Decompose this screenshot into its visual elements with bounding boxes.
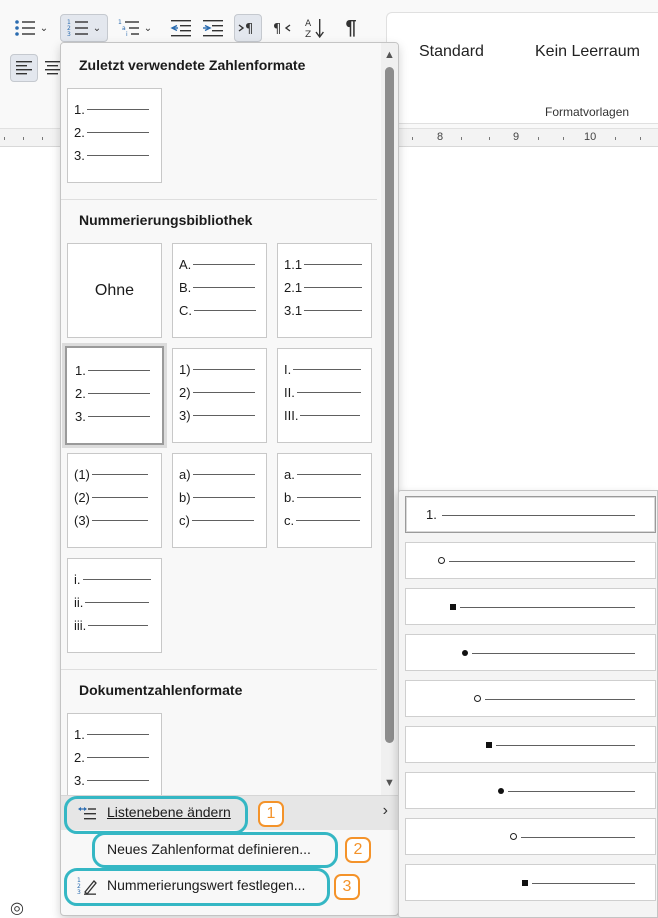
square-bullet-icon [486, 742, 492, 748]
svg-text:¶: ¶ [245, 22, 254, 37]
list-marker: 1. [75, 362, 86, 378]
library-format-tile[interactable] [172, 453, 267, 548]
list-marker: ii. [74, 594, 84, 610]
hollow-circle-bullet-icon [510, 833, 517, 840]
section-divider [61, 199, 377, 200]
align-left-icon [15, 60, 33, 76]
list-marker: 1) [179, 361, 191, 377]
list-marker: I. [284, 361, 292, 377]
list-marker: 1. [426, 507, 437, 522]
align-center-button[interactable] [42, 54, 62, 82]
styles-gallery [386, 12, 658, 124]
library-format-tile[interactable] [67, 453, 162, 548]
svg-text:A: A [305, 19, 312, 29]
list-level-option-3[interactable] [405, 588, 656, 625]
list-marker: II. [284, 384, 295, 400]
define-new-format-label: Neues Zahlenformat definieren... [107, 841, 311, 857]
change-list-level-item[interactable] [61, 796, 398, 830]
list-marker: b) [179, 489, 191, 505]
scrollbar-thumb[interactable] [385, 67, 394, 743]
chevron-down-icon: ⌄ [39, 22, 49, 34]
rtl-paragraph-button[interactable] [268, 14, 296, 42]
list-marker: 2. [74, 749, 85, 765]
list-marker: 3. [75, 408, 86, 424]
library-format-tile[interactable] [277, 453, 372, 548]
section-divider [61, 669, 377, 670]
step-badge-1: 1 [258, 801, 284, 827]
ruler-number: 10 [584, 131, 597, 143]
style-standard[interactable]: Standard [419, 43, 484, 60]
styles-group-label: Formatvorlagen [545, 105, 630, 119]
library-format-tile-selected[interactable] [65, 346, 164, 445]
format-none-label: Ohne [94, 281, 135, 299]
list-marker: 3.1 [284, 302, 303, 318]
step-badge-2: 2 [345, 837, 371, 863]
list-marker: iii. [74, 617, 87, 633]
list-level-submenu [398, 490, 658, 918]
list-marker: 2) [179, 384, 191, 400]
right-to-left-icon [272, 19, 292, 37]
chevron-right-icon: › [382, 802, 388, 819]
decrease-indent-icon [170, 18, 192, 38]
list-marker: 2.1 [284, 279, 303, 295]
ruler-tick [23, 137, 24, 140]
library-header: Nummerierungsbibliothek [79, 212, 253, 228]
ruler-tick [615, 137, 616, 140]
vertical-scrollbar[interactable] [381, 43, 399, 795]
library-format-tile[interactable] [172, 243, 267, 338]
ruler-tick [640, 137, 641, 140]
document-format-tile[interactable] [67, 713, 162, 798]
filled-circle-bullet-icon [498, 788, 504, 794]
svg-text:3: 3 [77, 889, 81, 896]
list-marker: B. [179, 279, 192, 295]
list-marker: III. [284, 407, 299, 423]
recent-formats-header: Zuletzt verwendete Zahlenformate [79, 57, 306, 73]
left-to-right-icon [238, 19, 258, 37]
ltr-paragraph-button[interactable] [234, 14, 262, 42]
list-marker: 1. [74, 101, 85, 117]
svg-text:1: 1 [66, 19, 71, 26]
list-marker: (1) [74, 466, 90, 482]
ruler-number: 8 [437, 131, 444, 143]
library-format-tile[interactable] [277, 348, 372, 443]
list-marker: c) [179, 512, 190, 528]
svg-text:2: 2 [66, 25, 71, 32]
list-marker: 3. [74, 147, 85, 163]
scroll-up-icon[interactable]: ▲ [384, 49, 395, 61]
svg-text:Z: Z [305, 30, 312, 39]
square-bullet-icon [450, 604, 456, 610]
set-numbering-value-label: Nummerierungswert festlegen... [107, 877, 306, 893]
numbering-formats-pane [61, 43, 381, 795]
chevron-down-icon: ⌄ [143, 22, 153, 34]
step-badge-3: 3 [334, 874, 360, 900]
list-marker: 1.1 [284, 256, 303, 272]
sort-button[interactable] [302, 14, 328, 42]
ruler-tick [489, 137, 490, 140]
svg-text:a: a [121, 25, 126, 32]
list-marker: 2. [75, 385, 86, 401]
list-marker: b. [284, 489, 295, 505]
change-list-level-label: Listenebene ändern [107, 804, 231, 820]
ruler-tick [538, 137, 539, 140]
bullet-list-icon [14, 18, 36, 38]
svg-text:1: 1 [117, 19, 122, 26]
multilevel-list-icon [118, 18, 140, 38]
ruler-number: 9 [513, 131, 520, 143]
set-numbering-value-icon [77, 876, 97, 896]
list-level-option-8[interactable] [405, 818, 656, 855]
numbered-list-icon [67, 18, 89, 38]
document-formats-header: Dokumentzahlenformate [79, 682, 243, 698]
list-marker: (3) [74, 512, 90, 528]
square-bullet-icon [522, 880, 528, 886]
list-marker: c. [284, 512, 295, 528]
list-level-icon [77, 803, 97, 823]
library-format-tile[interactable] [172, 348, 267, 443]
svg-text:2: 2 [77, 883, 81, 890]
align-left-button[interactable] [10, 54, 38, 82]
recent-format-tile[interactable] [67, 88, 162, 183]
list-marker: 3. [74, 772, 85, 788]
increase-indent-button[interactable] [200, 14, 226, 42]
accessibility-status-icon[interactable]: ◎ [10, 900, 24, 917]
show-formatting-button[interactable] [338, 14, 364, 42]
sort-az-icon [304, 17, 326, 39]
library-format-none[interactable] [67, 243, 162, 338]
ruler-tick [42, 137, 43, 140]
align-center-icon [44, 60, 60, 76]
list-marker: 3) [179, 407, 191, 423]
hollow-circle-bullet-icon [438, 557, 445, 564]
ruler-tick [412, 137, 413, 140]
list-marker: (2) [74, 489, 90, 505]
hollow-circle-bullet-icon [474, 695, 481, 702]
style-kein-leerraum[interactable]: Kein Leerraum [535, 43, 640, 60]
scroll-down-icon[interactable]: ▼ [384, 777, 395, 789]
list-marker: i. [74, 571, 81, 587]
list-level-option-7[interactable] [405, 772, 656, 809]
bullets-button[interactable] [8, 14, 54, 42]
list-marker: C. [179, 302, 192, 318]
ruler-tick [563, 137, 564, 140]
list-marker: A. [179, 256, 192, 272]
list-marker: a) [179, 466, 191, 482]
ruler-tick [461, 137, 462, 140]
filled-circle-bullet-icon [462, 650, 468, 656]
list-level-option-1[interactable] [405, 496, 656, 533]
ruler-tick [4, 137, 5, 140]
list-marker: a. [284, 466, 295, 482]
numbering-button[interactable] [60, 14, 108, 42]
svg-text:i: i [125, 31, 128, 38]
list-level-option-2[interactable] [405, 542, 656, 579]
svg-text:1: 1 [77, 877, 81, 884]
svg-text:¶: ¶ [273, 22, 282, 37]
list-marker: 2. [74, 124, 85, 140]
list-level-option-4[interactable] [405, 634, 656, 671]
library-format-tile[interactable] [277, 243, 372, 338]
list-level-option-6[interactable] [405, 726, 656, 763]
svg-text:3: 3 [66, 31, 71, 38]
decrease-indent-button[interactable] [168, 14, 194, 42]
chevron-down-icon: ⌄ [92, 22, 102, 34]
list-level-option-9[interactable] [405, 864, 656, 901]
library-format-tile[interactable] [67, 558, 162, 653]
multilevel-list-button[interactable] [114, 14, 156, 42]
increase-indent-icon [202, 18, 224, 38]
list-level-option-5[interactable] [405, 680, 656, 717]
list-marker: 1. [74, 726, 85, 742]
numbering-dropdown [60, 42, 399, 916]
pilcrow-icon: ¶ [345, 16, 357, 39]
